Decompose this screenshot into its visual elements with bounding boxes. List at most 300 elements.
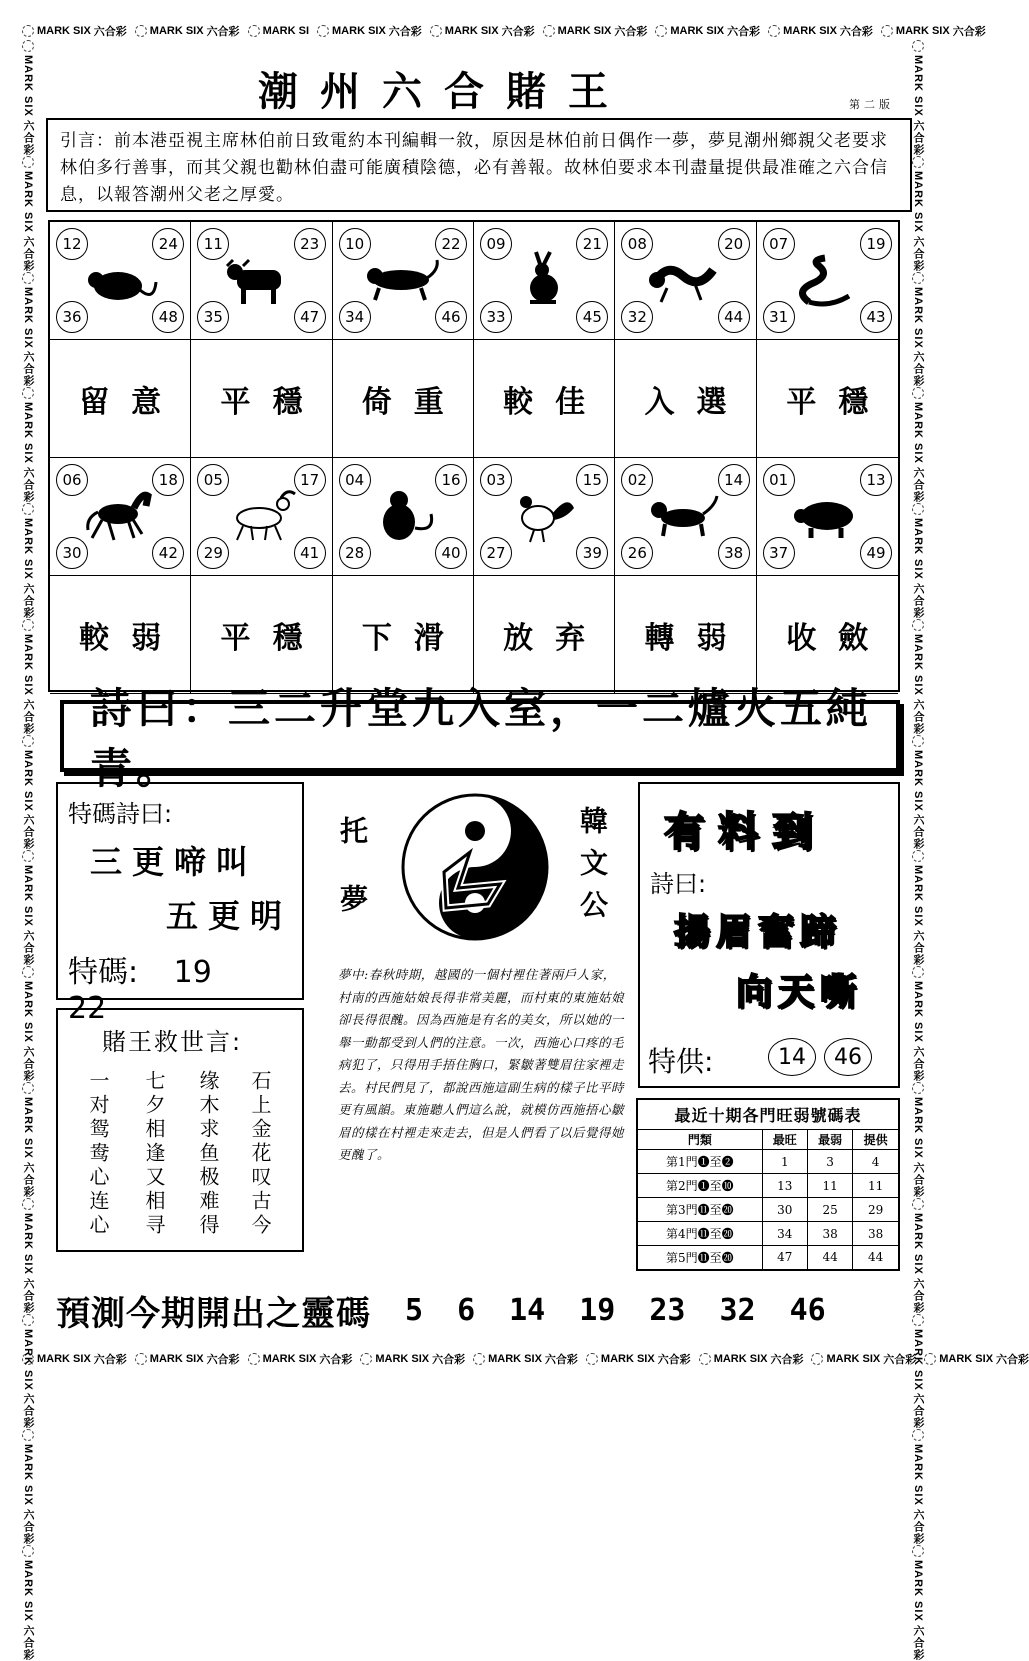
border-tile-brand: 六合彩 <box>22 1624 34 1661</box>
zodiac-cell <box>191 458 332 576</box>
zodiac-number: 39 <box>576 537 608 569</box>
dream-label: 托夢 <box>336 816 369 952</box>
border-tile <box>910 1198 926 1314</box>
zodiac-cell <box>333 458 474 576</box>
border-tile-brand: 六合彩 <box>952 26 986 38</box>
border-tile-brand: 六合彩 <box>912 1509 924 1546</box>
special-code-2: 22 <box>68 991 107 1026</box>
edition-label: 第二版 <box>849 98 894 111</box>
border-tile <box>924 1351 1029 1367</box>
flower-icon <box>22 1429 34 1441</box>
youliao-line-1: 揚眉奮蹄 <box>674 912 843 953</box>
border-tile-text: MARK SIX <box>912 1328 924 1391</box>
border-tile-text: MARK SIX <box>912 286 924 349</box>
zodiac-word: 轉弱 <box>615 576 756 694</box>
border-tile-text: MARK SIX <box>912 981 924 1044</box>
border-tile <box>910 1314 926 1430</box>
flower-icon <box>360 1353 372 1365</box>
zodiac-number: 36 <box>56 301 88 333</box>
zodiac-word: 平穩 <box>191 576 332 694</box>
border-tile <box>910 619 926 735</box>
zodiac-number: 33 <box>480 301 512 333</box>
border-tile-text: MARK SIX <box>826 1353 881 1365</box>
prediction-row <box>56 1278 904 1342</box>
zodiac-word: 較弱 <box>50 576 191 694</box>
flower-icon <box>912 619 924 631</box>
border-tile-brand: 六合彩 <box>22 1393 34 1430</box>
flower-icon <box>912 387 924 399</box>
border-tile-brand: 六合彩 <box>22 351 34 388</box>
flower-icon <box>22 735 34 747</box>
border-tile <box>20 503 36 619</box>
border-tile-text: MARK SIX <box>149 25 204 37</box>
border-tile <box>22 1351 127 1367</box>
flower-icon <box>22 503 34 515</box>
border-tile <box>20 387 36 503</box>
page-title: 潮州六合賭王 <box>258 68 630 115</box>
table-cell: 1 <box>762 1150 807 1174</box>
table-header: 提供 <box>853 1130 899 1150</box>
border-tile-text: MARK SIX <box>22 518 34 580</box>
border-tile-text: MARK SIX <box>912 865 924 928</box>
border-tile-text: MARK SIX <box>912 749 924 812</box>
table-cell: 38 <box>807 1222 852 1246</box>
prediction-label: 預測今期開出之靈碼 <box>56 1293 371 1334</box>
zodiac-number: 34 <box>339 301 371 333</box>
border-tile-text: MARK SIX <box>22 633 34 696</box>
table-cell: 第3門⓫至⓴ <box>637 1198 762 1222</box>
table-cell: 11 <box>807 1174 852 1198</box>
border-tile <box>20 40 36 156</box>
table-cell: 第2門❶至❿ <box>637 1174 762 1198</box>
special-supply-label: 特供: <box>648 1045 714 1078</box>
border-tile-brand: 六合彩 <box>912 698 924 735</box>
border-tile-text: MARK SIX <box>713 1353 768 1365</box>
zodiac-number: 30 <box>56 537 88 569</box>
prediction-number: 6 <box>457 1292 476 1328</box>
table-row <box>637 1222 899 1246</box>
dragon-icon <box>647 252 723 308</box>
saving-words-box <box>56 1008 304 1252</box>
zodiac-number: 05 <box>197 464 229 496</box>
border-tile-brand: 六合彩 <box>319 1354 353 1366</box>
border-tile-brand: 六合彩 <box>912 582 924 619</box>
table-cell: 第1門❶至❷ <box>637 1150 762 1174</box>
flower-icon <box>473 1353 485 1365</box>
zodiac-number: 31 <box>763 301 795 333</box>
header <box>48 56 906 116</box>
border-tile-text: MARK SIX <box>37 25 91 37</box>
dog-icon <box>647 488 723 544</box>
flower-icon <box>22 156 34 168</box>
border-tile-brand: 六合彩 <box>912 814 924 851</box>
flower-icon <box>699 1353 711 1365</box>
flower-icon <box>543 25 555 37</box>
table-header: 最旺 <box>762 1130 807 1150</box>
border-tile-brand: 六合彩 <box>770 1354 804 1366</box>
zodiac-number: 07 <box>763 228 795 260</box>
zodiac-number: 20 <box>718 228 750 260</box>
zodiac-cell <box>474 222 615 340</box>
table-row <box>637 1150 899 1174</box>
border-tile-text: MARK SIX <box>783 25 837 37</box>
border-tile-brand: 六合彩 <box>22 119 34 156</box>
flower-icon <box>912 1429 924 1441</box>
zodiac-number: 48 <box>152 301 184 333</box>
zodiac-cell <box>333 222 474 340</box>
border-tile <box>20 1545 36 1661</box>
border-tile-text: MARK SIX <box>375 1353 430 1365</box>
border-tile <box>881 23 986 39</box>
border-tile <box>910 1545 926 1661</box>
border-tile <box>910 40 926 156</box>
zodiac-number: 14 <box>718 464 750 496</box>
table-cell: 13 <box>762 1174 807 1198</box>
zodiac-number: 02 <box>621 464 653 496</box>
border-tile-text: MARK SIX <box>22 1328 34 1391</box>
prediction-number: 23 <box>649 1292 686 1328</box>
border-tile <box>248 25 309 37</box>
special-code-box <box>56 782 304 1026</box>
zodiac-number: 26 <box>621 537 653 569</box>
table-header: 最弱 <box>807 1130 852 1150</box>
border-tile-text: MARK SIX <box>912 1097 924 1159</box>
horse-icon <box>82 488 158 544</box>
flower-icon <box>22 272 34 284</box>
flower-icon <box>768 25 780 37</box>
border-tile-text: MARK SIX <box>939 1353 994 1365</box>
table-cell: 30 <box>762 1198 807 1222</box>
goat-icon <box>223 488 299 544</box>
flower-icon <box>22 40 34 52</box>
special-code-label: 特碼: <box>68 955 139 990</box>
zodiac-number: 28 <box>339 537 371 569</box>
flower-icon <box>912 1082 924 1094</box>
border-tile <box>768 23 873 39</box>
flower-icon <box>912 156 924 168</box>
zodiac-word: 入選 <box>615 340 756 458</box>
border-tile-brand: 六合彩 <box>93 26 127 38</box>
zodiac-number: 06 <box>56 464 88 496</box>
border-tile-brand: 六合彩 <box>22 1277 34 1314</box>
border-tile-brand: 六合彩 <box>883 1354 917 1366</box>
zodiac-number: 44 <box>718 301 750 333</box>
story-text: 夢中:春秋時期，越國的一個村裡住著兩戶人家，村南的西施姑娘長得非常美麗，而村東的東施姑娘卻長得很醜。因為西施是有名的美女，所以她的一舉一動都受到人們的注意。一次，西施心口疼的毛病犯了，只得用手捂住胸口，緊皺著雙眉往家裡走去。村民們見了，都說西施這副生病的樣子比平時更有風韻。東施聽人們這么說，就模仿西施捂心皺眉的樣在村裡走來走去，但是人們看了以后覺得她更醜了。 <box>338 967 625 1162</box>
special-line-2: 五更明 <box>166 897 293 935</box>
border-tile <box>20 272 36 388</box>
author-label: 韓文公 <box>576 806 609 932</box>
zodiac-number: 49 <box>860 537 892 569</box>
border-tile-brand: 六合彩 <box>912 930 924 967</box>
border-tile <box>20 966 36 1082</box>
flower-icon <box>912 1545 924 1557</box>
table-cell: 44 <box>807 1246 852 1270</box>
youliao-line-2: 向天嘶 <box>736 972 863 1013</box>
zodiac-number: 21 <box>576 228 608 260</box>
border-tile-text: MARK SIX <box>22 1212 34 1275</box>
zodiac-word: 留意 <box>50 340 191 458</box>
flower-icon <box>22 966 34 978</box>
special-supply-num-2: 46 <box>824 1038 872 1076</box>
border-tile <box>910 735 926 851</box>
border-tile-brand: 六合彩 <box>614 26 648 38</box>
border-tile-text: MARK SIX <box>670 25 725 37</box>
zodiac-word: 平穩 <box>757 340 898 458</box>
table-header: 門類 <box>637 1130 762 1150</box>
flower-icon <box>430 25 442 37</box>
border-tile-brand: 六合彩 <box>22 814 34 851</box>
border-tile-brand: 六合彩 <box>912 119 924 156</box>
border-tile-text: MARK SIX <box>22 865 34 928</box>
zodiac-number: 04 <box>339 464 371 496</box>
zodiac-number: 03 <box>480 464 512 496</box>
flower-icon <box>912 735 924 747</box>
border-tile-text: MARK SIX <box>22 286 34 349</box>
border-tile <box>360 1351 465 1367</box>
border-tile <box>20 1082 36 1198</box>
saving-col-4: 一对鸳鸯心连心 <box>86 1070 110 1238</box>
border-tile-brand: 六合彩 <box>912 1624 924 1661</box>
border-tile-brand: 六合彩 <box>996 1354 1029 1366</box>
border-tile <box>317 23 422 39</box>
border-tile-brand: 六合彩 <box>432 1354 466 1366</box>
border-tile-brand: 六合彩 <box>206 1354 240 1366</box>
border-tile <box>910 272 926 388</box>
border-tile-brand: 六合彩 <box>206 26 240 38</box>
border-tile <box>20 850 36 966</box>
border-tile-text: MARK SIX <box>22 749 34 812</box>
flower-icon <box>912 1314 924 1326</box>
border-strip-left <box>20 40 46 1661</box>
special-label: 特碼詩曰: <box>68 800 173 828</box>
border-tile-brand: 六合彩 <box>912 467 924 504</box>
border-tile-text: MARK SIX <box>149 1353 204 1365</box>
tiger-icon <box>365 252 441 308</box>
border-tile-text: MARK SIX <box>912 518 924 580</box>
pig-icon <box>789 488 865 544</box>
zodiac-word: 平穩 <box>191 340 332 458</box>
flower-icon <box>22 1082 34 1094</box>
door-stats-table <box>636 1098 900 1271</box>
flower-icon <box>22 387 34 399</box>
border-tile <box>20 1314 36 1430</box>
table-row <box>637 1174 899 1198</box>
table-caption: 最近十期各門旺弱號碼表 <box>637 1099 899 1130</box>
border-tile-brand: 六合彩 <box>22 1509 34 1546</box>
zodiac-number: 18 <box>152 464 184 496</box>
zodiac-number: 27 <box>480 537 512 569</box>
border-tile-text: MARK SIX <box>600 1353 655 1365</box>
zodiac-number: 32 <box>621 301 653 333</box>
flower-icon <box>912 40 924 52</box>
zodiac-number: 10 <box>339 228 371 260</box>
flower-icon <box>811 1353 823 1365</box>
border-tile <box>910 387 926 503</box>
border-tile-brand: 六合彩 <box>912 1277 924 1314</box>
prediction-number: 19 <box>579 1292 616 1328</box>
table-cell: 11 <box>853 1174 899 1198</box>
border-tile-text: MARK SIX <box>912 1560 924 1622</box>
table-cell: 47 <box>762 1246 807 1270</box>
zodiac-number: 35 <box>197 301 229 333</box>
zodiac-number: 29 <box>197 537 229 569</box>
rooster-icon <box>506 488 582 544</box>
border-tile <box>20 156 36 272</box>
flower-icon <box>912 850 924 862</box>
zodiac-number: 15 <box>576 464 608 496</box>
rat-icon <box>82 252 158 308</box>
border-tile <box>910 156 926 272</box>
flower-icon <box>881 25 893 37</box>
border-tile <box>910 966 926 1082</box>
border-tile-brand: 六合彩 <box>388 26 422 38</box>
zodiac-word: 收斂 <box>757 576 898 694</box>
zodiac-number: 24 <box>152 228 184 260</box>
flower-icon <box>248 25 260 37</box>
border-tile-text: MARK SIX <box>912 170 924 233</box>
border-tile <box>430 23 535 39</box>
table-cell: 29 <box>853 1198 899 1222</box>
zodiac-number: 46 <box>435 301 467 333</box>
border-tile-brand: 六合彩 <box>93 1354 127 1366</box>
border-tile-text: MARK SIX <box>488 1353 542 1365</box>
border-tile <box>20 619 36 735</box>
prediction-number: 32 <box>719 1292 756 1328</box>
zodiac-cell <box>757 458 898 576</box>
zodiac-word: 下滑 <box>333 576 474 694</box>
border-tile <box>20 1198 36 1314</box>
border-tile-text: MARK SIX <box>912 1212 924 1275</box>
border-tile-brand: 六合彩 <box>22 235 34 272</box>
table-row <box>637 1198 899 1222</box>
border-tile-brand: 六合彩 <box>22 467 34 504</box>
youliao-label: 詩曰: <box>650 870 707 898</box>
border-tile-brand: 六合彩 <box>22 698 34 735</box>
zodiac-number: 37 <box>763 537 795 569</box>
zodiac-number: 23 <box>294 228 326 260</box>
border-tile-brand: 六合彩 <box>912 1046 924 1083</box>
zodiac-cell <box>615 458 756 576</box>
border-tile <box>22 23 127 39</box>
zodiac-number: 40 <box>435 537 467 569</box>
ox-icon <box>223 252 299 308</box>
flower-icon <box>924 1353 936 1365</box>
border-tile <box>543 23 648 39</box>
zodiac-grid <box>48 220 900 692</box>
flower-icon <box>22 1198 34 1210</box>
zodiac-number: 16 <box>435 464 467 496</box>
flower-icon <box>135 25 147 37</box>
rabbit-icon <box>506 252 582 308</box>
table-cell: 44 <box>853 1246 899 1270</box>
border-tile <box>135 1351 240 1367</box>
border-strip-bottom <box>22 1346 1029 1372</box>
border-tile-text: MARK SIX <box>262 1353 317 1365</box>
border-tile <box>910 1082 926 1198</box>
table-cell: 38 <box>853 1222 899 1246</box>
border-tile-brand: 六合彩 <box>839 26 873 38</box>
prediction-number: 14 <box>509 1292 546 1328</box>
flower-icon <box>22 25 34 37</box>
youliao-box <box>638 782 900 1088</box>
flower-icon <box>248 1353 260 1365</box>
flower-icon <box>912 1198 924 1210</box>
border-tile-text: MARK SIX <box>912 1444 924 1507</box>
border-tile-text: MARK SIX <box>22 981 34 1044</box>
table-cell: 25 <box>807 1198 852 1222</box>
border-tile-text: MARK SIX <box>22 1560 34 1622</box>
table-cell: 3 <box>807 1150 852 1174</box>
table-cell: 第5門⓫至⓴ <box>637 1246 762 1270</box>
zodiac-number: 41 <box>294 537 326 569</box>
zodiac-cell <box>474 458 615 576</box>
border-tile-brand: 六合彩 <box>22 1161 34 1198</box>
zodiac-word: 放弃 <box>474 576 615 694</box>
intro-text: 引言：前本港亞視主席林伯前日致電約本刊編輯一敘，原因是林伯前日偶作一夢，夢見潮州鄉親父老要求林伯多行善事，而其父親也勸林伯盡可能廣積陰德，必有善報。故林伯要求本刊盡量提供最准確之六合信息，以報答潮州父老之厚愛。 <box>46 118 912 212</box>
zodiac-word: 倚重 <box>333 340 474 458</box>
border-tile-brand: 六合彩 <box>544 1354 578 1366</box>
zodiac-number: 43 <box>860 301 892 333</box>
yin-yang-icon <box>400 792 550 942</box>
border-tile-text: MARK SIX <box>912 55 924 117</box>
flower-icon <box>586 1353 598 1365</box>
border-tile <box>248 1351 353 1367</box>
flower-icon <box>912 503 924 515</box>
border-tile-text: MARK SIX <box>22 402 34 465</box>
zodiac-number: 22 <box>435 228 467 260</box>
border-strip-right <box>910 40 936 1661</box>
zodiac-cell <box>615 222 756 340</box>
zodiac-number: 09 <box>480 228 512 260</box>
border-tile-text: MARK SIX <box>332 25 386 37</box>
zodiac-number: 19 <box>860 228 892 260</box>
snake-icon <box>789 252 865 308</box>
zodiac-number: 12 <box>56 228 88 260</box>
table-cell: 34 <box>762 1222 807 1246</box>
zodiac-number: 45 <box>576 301 608 333</box>
table-cell: 第4門⓫至⓴ <box>637 1222 762 1246</box>
poem-banner: 詩曰：三二升堂九入室，一二爐火五純青。 <box>60 700 900 772</box>
flower-icon <box>22 1314 34 1326</box>
youliao-title: 有料到 <box>664 809 826 855</box>
border-tile-brand: 六合彩 <box>912 1393 924 1430</box>
border-tile <box>586 1351 691 1367</box>
saving-col-2: 缘木求鱼极难得 <box>196 1070 220 1238</box>
flower-icon <box>317 25 329 37</box>
zodiac-number: 47 <box>294 301 326 333</box>
flower-icon <box>655 25 667 37</box>
flower-icon <box>22 850 34 862</box>
border-tile <box>20 735 36 851</box>
border-tile-text: MARK SIX <box>22 1444 34 1507</box>
border-tile <box>811 1351 916 1367</box>
table-row <box>637 1246 899 1270</box>
border-tile-text: MARK SIX <box>22 55 34 117</box>
saving-col-3: 七夕相逢又相寻 <box>142 1070 166 1238</box>
prediction-number: 46 <box>789 1292 826 1328</box>
zodiac-number: 42 <box>152 537 184 569</box>
zodiac-number: 08 <box>621 228 653 260</box>
flower-icon <box>912 272 924 284</box>
zodiac-number: 11 <box>197 228 229 260</box>
border-tile-brand: 六合彩 <box>912 1161 924 1198</box>
zodiac-number: 38 <box>718 537 750 569</box>
monkey-icon <box>365 488 441 544</box>
prediction-number: 5 <box>405 1292 424 1328</box>
flower-icon <box>135 1353 147 1365</box>
border-tile-brand: 六合彩 <box>22 1046 34 1083</box>
border-tile <box>20 1429 36 1545</box>
